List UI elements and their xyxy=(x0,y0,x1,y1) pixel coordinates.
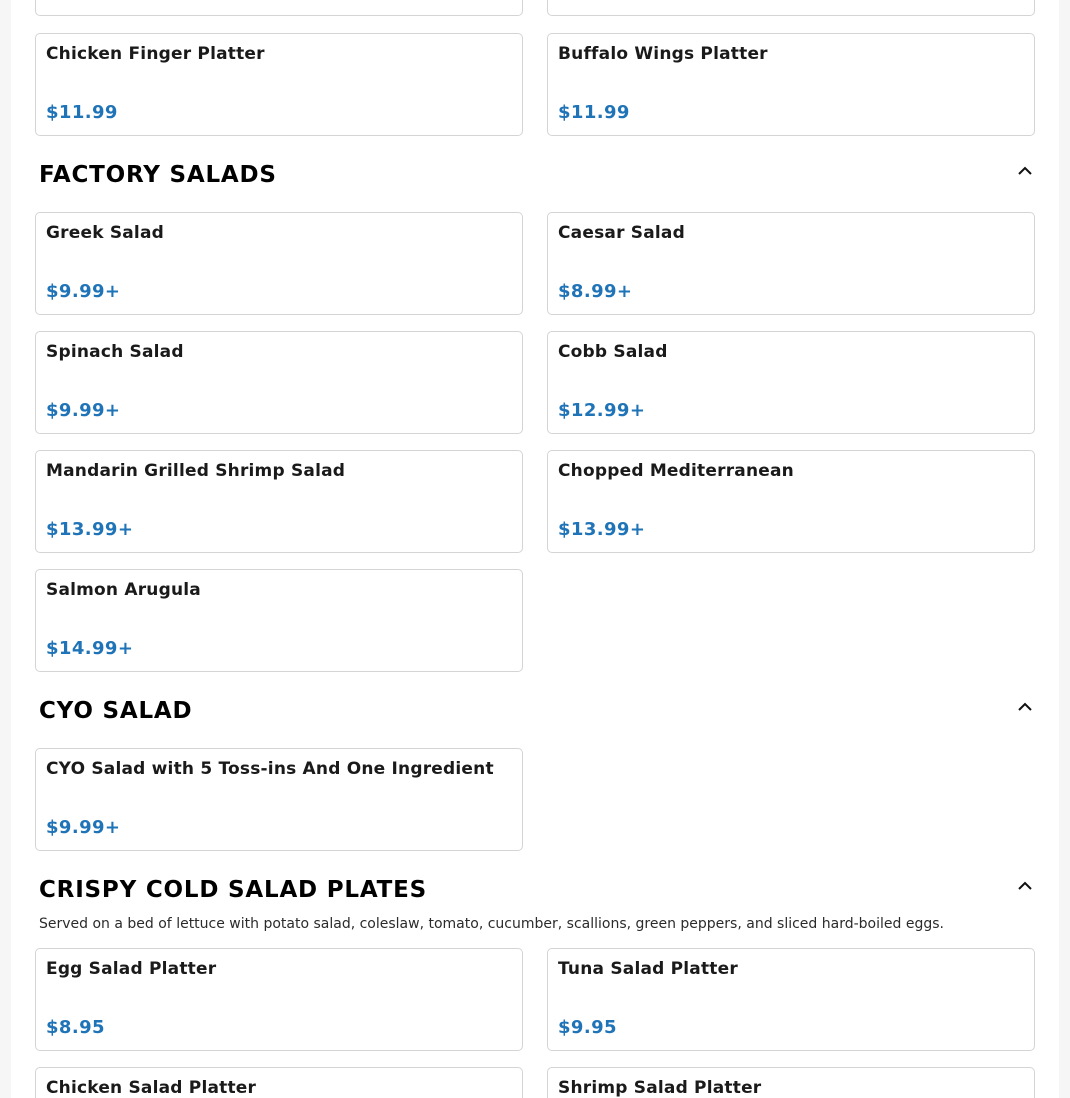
menu-item-name: Chicken Salad Platter xyxy=(46,1078,257,1098)
menu-item-name: Greek Salad xyxy=(46,223,165,243)
chevron-up-icon[interactable] xyxy=(1015,700,1035,714)
menu-item-price: $11.99 xyxy=(46,102,118,123)
menu-item-card[interactable] xyxy=(547,948,1035,1051)
menu-item-card[interactable] xyxy=(547,331,1035,434)
section-title-cyo-salad: CYO SALAD xyxy=(39,698,193,724)
menu-item-name: Egg Salad Platter xyxy=(46,959,217,979)
menu-item-card[interactable] xyxy=(547,450,1035,553)
menu-item-price: $13.99+ xyxy=(46,519,134,540)
menu-item-card[interactable] xyxy=(547,212,1035,315)
menu-item-card[interactable] xyxy=(35,450,523,553)
menu-item-price: $9.95 xyxy=(558,1017,617,1038)
menu-item-price: $9.99+ xyxy=(46,817,121,838)
menu-item-card[interactable] xyxy=(35,948,523,1051)
section-title-factory-salads: FACTORY SALADS xyxy=(39,162,277,188)
menu-item-name: Mandarin Grilled Shrimp Salad xyxy=(46,461,346,481)
menu-item-card[interactable] xyxy=(35,569,523,672)
menu-item-card[interactable] xyxy=(547,0,1035,16)
menu-item-price: $9.99+ xyxy=(46,400,121,421)
menu-item-name: CYO Salad with 5 Toss-ins And One Ingredient xyxy=(46,759,494,779)
menu-item-price: $13.99+ xyxy=(558,519,646,540)
menu-item-price: $11.99 xyxy=(558,102,630,123)
menu-item-card[interactable] xyxy=(35,0,523,16)
menu-item-name: Chicken Finger Platter xyxy=(46,44,265,64)
chevron-up-icon[interactable] xyxy=(1015,164,1035,178)
menu-item-name: Cobb Salad xyxy=(558,342,668,362)
menu-item-name: Buffalo Wings Platter xyxy=(558,44,768,64)
menu-item-name: Salmon Arugula xyxy=(46,580,201,600)
menu-item-name: Shrimp Salad Platter xyxy=(558,1078,762,1098)
menu-item-card[interactable] xyxy=(35,748,523,851)
menu-item-price: $8.95 xyxy=(46,1017,105,1038)
menu-item-name: Caesar Salad xyxy=(558,223,685,243)
menu-item-price: $14.99+ xyxy=(46,638,134,659)
menu-item-card[interactable] xyxy=(547,1067,1035,1098)
menu-page xyxy=(11,0,1059,1098)
section-description: Served on a bed of lettuce with potato salad, coleslaw, tomato, cucumber, scallions, green peppers, and sliced hard-boiled eggs. xyxy=(39,916,944,932)
menu-item-card[interactable] xyxy=(35,212,523,315)
menu-item-card[interactable] xyxy=(35,33,523,136)
menu-item-card[interactable] xyxy=(35,1067,523,1098)
menu-item-name: Tuna Salad Platter xyxy=(558,959,738,979)
menu-item-price: $12.99+ xyxy=(558,400,646,421)
section-title-crispy-cold-salad-plates: CRISPY COLD SALAD PLATES xyxy=(39,877,428,903)
menu-item-price: $9.99+ xyxy=(46,281,121,302)
menu-item-card[interactable] xyxy=(35,331,523,434)
menu-item-name: Spinach Salad xyxy=(46,342,184,362)
chevron-up-icon[interactable] xyxy=(1015,879,1035,893)
menu-item-name: Chopped Mediterranean xyxy=(558,461,794,481)
menu-item-card[interactable] xyxy=(547,33,1035,136)
menu-item-price: $8.99+ xyxy=(558,281,633,302)
